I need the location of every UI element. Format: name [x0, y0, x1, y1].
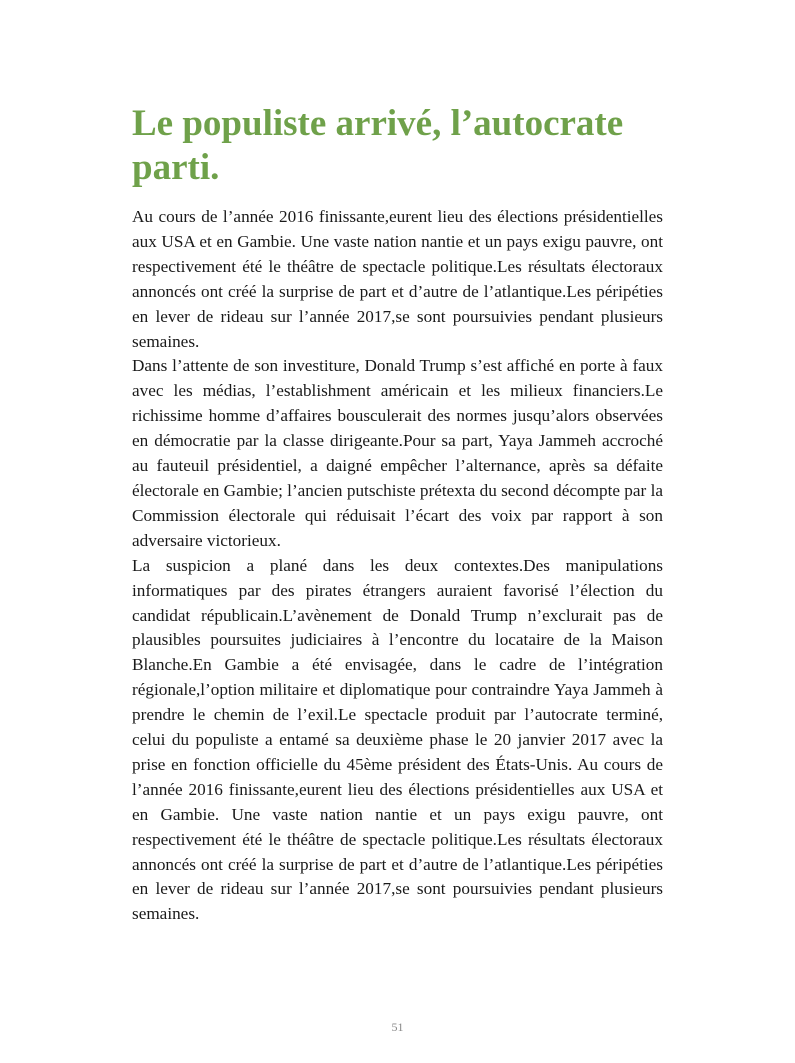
document-page — [132, 0, 663, 1063]
paragraph: Dans l’attente de son investiture, Donald Trump s’est affiché en porte à faux avec les médias, l’establishment américain et les milieux financiers.Le richissime homme d’affaires bousculerait des normes jusqu’alors observées en démocratie par la classe dirigeante.Pour sa part, Yaya Jammeh accroché au fauteuil présidentiel, a daigné empêcher l’alternance, après sa défaite électorale en Gambie; l’ancien putschiste prétexta du second décompte par la Commission électorale qui réduisait l’écart des voix par rapport à son adversaire victorieux. — [132, 356, 663, 550]
body-text — [132, 205, 663, 927]
paragraph: Au cours de l’année 2016 finissante,eurent lieu des élections présidentielles aux USA et en Gambie. Une vaste nation nantie et un pays exigu pauvre, ont respectivement été le théâtre de spectacle politique.Les résultats électoraux annoncés ont créé la surprise de part et d’autre de l’atlantique.Les péripéties en lever de rideau sur l’année 2017,se sont poursuivies pendant plusieurs semaines. — [132, 207, 663, 351]
paragraph: La suspicion a plané dans les deux contextes.Des manipulations informatiques par des pirates étrangers auraient favorisé l’élection du candidat républicain.L’avènement de Donald Trump n’exclurait pas de plausibles poursuites judiciaires à l’encontre du locataire de la Maison Blanche.En Gambie a été envisagée, dans le cadre de l’intégration régionale,l’option militaire et diplomatique pour contraindre Yaya Jammeh à prendre le chemin de l’exil.Le spectacle produit par l’autocrate terminé, celui du populiste a entamé sa deuxième phase le 20 janvier 2017 avec la prise en fonction officielle du 45ème président des États-Unis. Au cours de l’année 2016 finissante,eurent lieu des élections présidentielles aux USA et en Gambie. Une vaste nation nantie et un pays exigu pauvre, ont respectivement été le théâtre de spectacle politique.Les résultats électoraux annoncés ont créé la surprise de part et d’autre de l’atlantique.Les péripéties en lever de rideau sur l’année 2017,se sont poursuivies pendant plusieurs semaines. — [132, 555, 663, 924]
page-number: 51 — [391, 1020, 404, 1034]
chapter-title: Le populiste arrivé, l’autocrate parti. — [132, 103, 624, 188]
